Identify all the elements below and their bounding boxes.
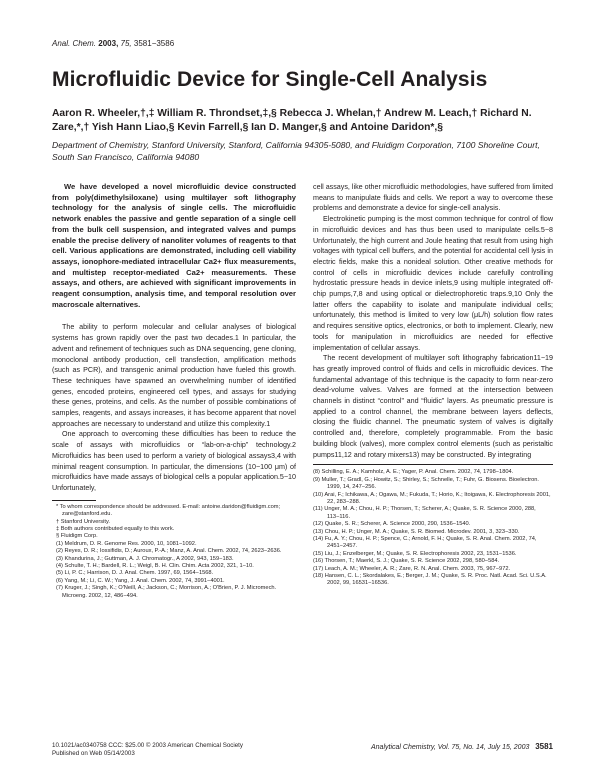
reference-list — [313, 469, 553, 588]
footnote: ‡ Both authors contributed equally to this work. — [56, 525, 175, 532]
footnotes — [52, 504, 296, 600]
left-body-text — [52, 322, 296, 493]
journal-reference — [52, 39, 174, 48]
journal-volume: 75, — [120, 39, 132, 48]
citation-line: Analytical Chemistry, Vol. 75, No. 14, July 15, 2003 — [371, 744, 530, 751]
body-paragraph: cell assays, like other microfluidic methodologies, have suffered from limited means to manipulate fluids and cells. We report a way to overcome these problems and demonstrate a device for single-cell analysis. — [313, 183, 553, 213]
affiliation: Department of Chemistry, Stanford University, Stanford, California 94305-5080, and Fluidigm Corporation, 7100 Shoreline Court, South San Francisco, California 94080 — [52, 140, 540, 162]
reference-entry: (12) Quake, S. R.; Scherer, A. Science 2000, 290, 1536−1540. — [313, 521, 471, 528]
abstract: We have developed a novel microfluidic device constructed from poly(dimethylsiloxane) using multilayer soft lithography technology for the analysis of single cells. The microfluidic network enables the passive and gentle separation of a single cell from the bulk cell suspension, and integrated valves and pumps enable the precise delivery of nanoliter volumes of reagents to that cell. Various applications are demonstrated, including cell viability assays, ionophore-mediated intracellular Ca2+ flux measurements, and multistep receptor-mediated Ca2+ measurements. These assays, and others, are achieved with significant improvements in reagent consumption, analysis time, and temporal resolution over macroscale alternatives. — [52, 182, 296, 309]
journal-name: Anal. Chem. — [52, 39, 97, 48]
reference-entry: (13) Chou, H. P.; Unger, M. A.; Quake, S. R. Biomed. Microdev. 2001, 3, 323−330. — [313, 528, 520, 535]
footnote: (1) Meldrum, D. R. Genome Res. 2000, 10, 1081−1092. — [56, 540, 197, 547]
page-number: 3581 — [535, 742, 553, 751]
reference-entry: (11) Unger, M. A.; Chou, H. P.; Thorsen, T.; Scherer, A.; Quake, S. R. Science 2000, 288, 113−116. — [313, 506, 536, 520]
reference-divider — [313, 464, 553, 465]
body-paragraph: The ability to perform molecular and cellular analyses of biological systems has grown rapidly over the past two decades.1 In particular, the advent and refinement of techniques such as DNA sequencing, gene cloning, monoclonal antibody production, cell transfection, amplification methods (such as PCR), and transgenic animal production have fueled this growth. These techniques have spawned an overwhelming number of identified genes, encoded proteins, engineered cell types, and assays for studying these genes, proteins, and cells. As the number of possible combinations of samples, reagents, and assays increases, it has become apparent that novel approaches are necessary to understand and utilize this complexity.1 — [52, 323, 296, 428]
footnote: (5) Li, P. C.; Harrison, D. J. Anal. Chem. 1997, 69, 1564−1568. — [56, 570, 214, 577]
reference-entry: (15) Liu, J.; Enzelberger, M.; Quake, S. R. Electrophoresis 2002, 23, 1531−1536. — [313, 550, 517, 557]
reference-entry: (17) Leach, A. M.; Wheeler, A. R.; Zare, R. N. Anal. Chem. 2003, 75, 967−972. — [313, 565, 511, 572]
journal-year: 2003, — [98, 39, 119, 48]
reference-entry: (16) Thorsen, T.; Maerkl, S. J.; Quake, S. R. Science 2002, 298, 580−584. — [313, 558, 500, 565]
body-paragraph: One approach to overcoming these difficulties has been to reduce the scale of assays with microfluidics or “lab-on-a-chip” technology.2 Microfluidics has been used to perform a variety of biological assays3,4 with minimal reagent consumption. In particular, the dimensions (10−100 μm) of microfluidics have made assays of biological cells a popular application.5−10 Unfortunately, — [52, 430, 296, 492]
reference-entry: (10) Arai, F.; Ichikawa, A.; Ogawa, M.; Fukuda, T.; Horio, K.; Itoigawa, K. Electrophoresis 2001, 22, 283−288. — [313, 491, 551, 505]
body-paragraph: Electrokinetic pumping is the most common technique for control of flow in microfluidic devices and has thus been used to manipulate cells.5−8 Unfortunately, the high current and Joule heating that result from using high voltages with typical cell buffers, and the potential for accidental cell lysis in electric fields, make this a nonideal solution. Other creative methods for control of cells in microfluidic devices include carefully controlling hydrostatic pressure heads in device inlets,9 using multiple integrated off-chip pumps,7,8 and using optical or dielectrophoretic traps.9,10 Only the latter offers the capability to isolate and manipulate individual cells; unfortunately, this method is limited to very low (μL/h) solution flow rates and requires sensitive optics, electronics, or both to implement. Clearly, new tools for manipulation in microfluidics are needed for effective implementation of cellular assays. — [313, 215, 553, 352]
reference-entry: (18) Hansen, C. L.; Skordalakes, E.; Berger, J. M.; Quake, S. R. Proc. Natl. Acad. Sci. U.S.A. 2002, 99, 16531−16536. — [313, 572, 547, 587]
article-title: Microfluidic Device for Single-Cell Analysis — [52, 68, 488, 91]
footnote: (3) Khandurina, J.; Guttman, A. J. Chromatogr., A 2002, 943, 159−183. — [56, 555, 234, 562]
footnote: (7) Kruger, J.; Singh, K.; O'Neill, A.; Jackson, C.; Morrison, A.; O'Brien, P. J. Micromech. Microeng. 2002, 12, 486−494. — [56, 585, 277, 599]
footnote: (2) Reyes, D. R.; Iossifidis, D.; Auroux, P.-A.; Manz, A. Anal. Chem. 2002, 74, 2623−2636. — [56, 548, 282, 555]
doi-line: 10.1021/ac0340758 CCC: $25.00 © 2003 American Chemical Society — [52, 742, 243, 749]
author-list: Aaron R. Wheeler,†,‡ William R. Throndset,‡,§ Rebecca J. Whelan,† Andrew M. Leach,† Richard N. Zare,*,† Yish Hann Liao,§ Kevin Farrell,§ Ian D. Manger,§ and Antoine Daridon*,§ — [52, 108, 532, 133]
footnote-divider — [52, 500, 96, 501]
journal-pages: 3581−3586 — [133, 39, 175, 48]
reference-entry: (14) Fu, A. Y.; Chou, H. P.; Spence, C.; Arnold, F. H.; Quake, S. R. Anal. Chem. 2002, 74, 2451−2457. — [313, 535, 537, 550]
footnote: § Fluidigm Corp. — [56, 533, 98, 540]
footnote: † Stanford University. — [56, 518, 110, 525]
published-line: Published on Web 05/14/2003 — [52, 750, 135, 757]
right-column — [313, 182, 553, 588]
footnote: * To whom correspondence should be addressed. E-mail: antoine.daridon@fluidigm.com; zare@stanford.edu. — [56, 503, 281, 518]
footnote: (6) Yang, M.; Li, C. W.; Yang, J. Anal. Chem. 2002, 74, 3991−4001. — [56, 577, 225, 584]
footer-publication-info — [52, 742, 243, 758]
reference-entry: (8) Schilling, E. A.; Kamholz, A. E.; Yager, P. Anal. Chem. 2002, 74, 1798−1804. — [313, 469, 514, 476]
footer-citation — [371, 742, 553, 751]
right-body-text — [313, 182, 553, 460]
left-column — [52, 182, 296, 600]
body-paragraph: The recent development of multilayer soft lithography fabrication11−19 has greatly improved control of fluids and cells in microfluidic devices. The fundamental advantage of this technique is the capacity to form near-zero dead-volume valves. Valves are formed at the intersection between channels in distinct “control” and “fluidic” layers. As pneumatic pressure is applied to a control channel, the membrane between layers deflects, closing the fluidic channel. The pneumatic system of valves is digitally controlled and, therefore, completely programmable. From the basic building block (valves), more complex control elements (such as peristaltic pumps11,12 and rotary mixers13) may be constructed. By integrating — [313, 354, 553, 459]
footnote: (4) Schulte, T. H.; Bardell, R. L.; Weigl, B. H. Clin. Chim. Acta 2002, 321, 1−10. — [56, 562, 254, 569]
reference-entry: (9) Muller, T.; Gradl, G.; Howitz, S.; Shirley, S.; Schnelle, T.; Fuhr, G. Biosens. Bioelectron. 1999, 14, 247−256. — [313, 476, 540, 491]
